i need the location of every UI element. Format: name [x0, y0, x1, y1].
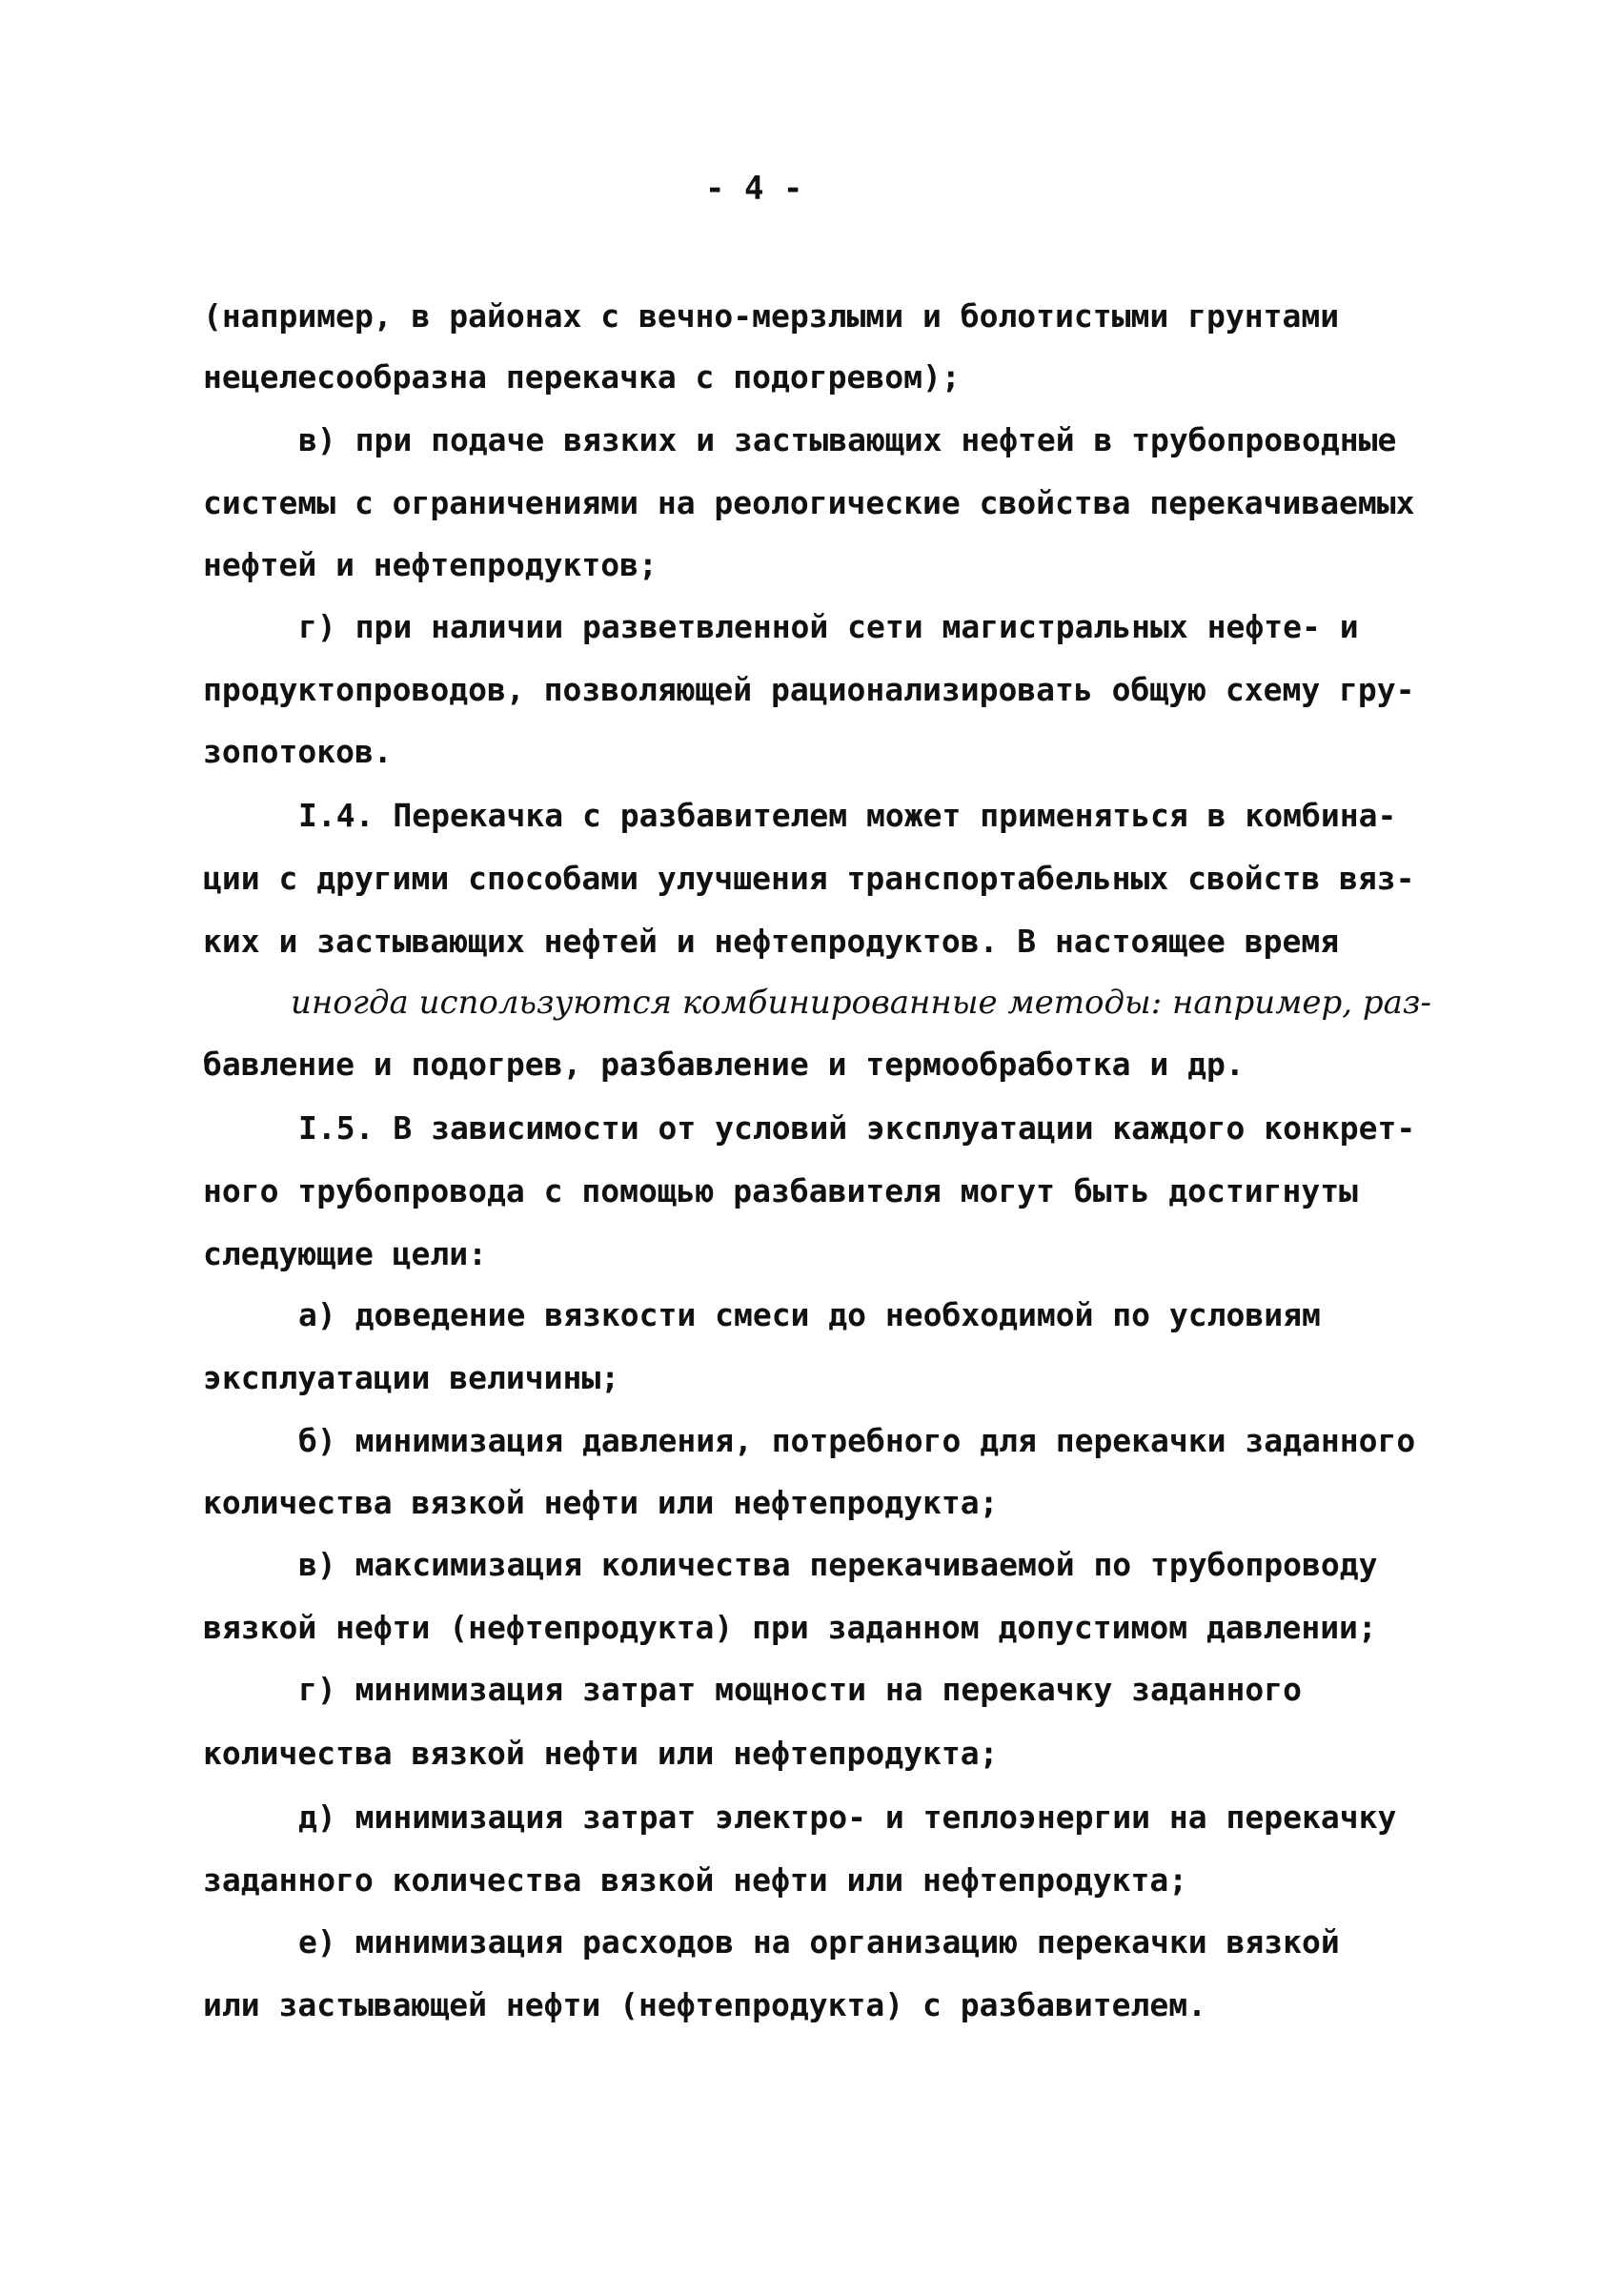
- text-line: заданного количества вязкой нефти или нефтепродукта;: [203, 1861, 1188, 1899]
- text-line: или застывающей нефти (нефтепродукта) с разбавителем.: [203, 1986, 1206, 2023]
- text-line: системы с ограничениями на реологические свойства перекачиваемых: [203, 484, 1415, 521]
- text-line: следующие цели:: [203, 1235, 488, 1272]
- text-line: зопотоков.: [203, 733, 393, 770]
- text-line: ких и застывающих нефтей и нефтепродуктов. В настоящее время: [203, 923, 1340, 960]
- text-line: г) при наличии разветвленной сети магистральных нефте- и: [298, 608, 1359, 645]
- text-line: д) минимизация затрат электро- и теплоэнергии на перекачку: [298, 1798, 1397, 1836]
- text-line: ного трубопровода с помощью разбавителя могут быть достигнуты: [203, 1172, 1358, 1209]
- text-line: а) доведение вязкости смеси до необходимой по условиям: [298, 1296, 1321, 1333]
- text-line: продуктопроводов, позволяющей рационализировать общую схему гру-: [203, 671, 1415, 708]
- text-line: эксплуатации величины;: [203, 1359, 620, 1396]
- text-line: вязкой нефти (нефтепродукта) при заданном допустимом давлении;: [203, 1609, 1377, 1646]
- text-line: количества вязкой нефти или нефтепродукта;: [203, 1484, 999, 1521]
- text-line: в) максимизация количества перекачиваемой по трубопроводу: [298, 1546, 1378, 1583]
- text-line: е) минимизация расходов на организацию перекачки вязкой: [298, 1923, 1340, 1961]
- text-line: (например, в районах с вечно-мерзлыми и болотистыми грунтами: [203, 297, 1340, 335]
- text-line: в) при подаче вязких и застывающих нефтей в трубопроводные: [298, 421, 1397, 458]
- text-line: нефтей и нефтепродуктов;: [203, 546, 658, 583]
- text-line: I.4. Перекачка с разбавителем может применяться в комбина-: [298, 797, 1397, 834]
- handwritten-insert: иногда используются комбинированные методы: например, раз-: [291, 984, 1431, 1022]
- text-line: I.5. В зависимости от условий эксплуатации каждого конкрет-: [298, 1109, 1416, 1147]
- text-line: бавление и подогрев, разбавление и термообработка и др.: [203, 1046, 1245, 1083]
- page-number: - 4 -: [705, 170, 803, 208]
- text-line: количества вязкой нефти или нефтепродукта;: [203, 1735, 999, 1772]
- text-line: б) минимизация давления, потребного для перекачки заданного: [298, 1422, 1416, 1459]
- text-line: ции с другими способами улучшения транспортабельных свойств вяз-: [203, 860, 1415, 897]
- text-line: нецелесообразна перекачка с подогревом);: [203, 358, 961, 396]
- text-line: г) минимизация затрат мощности на перекачку заданного: [298, 1671, 1302, 1708]
